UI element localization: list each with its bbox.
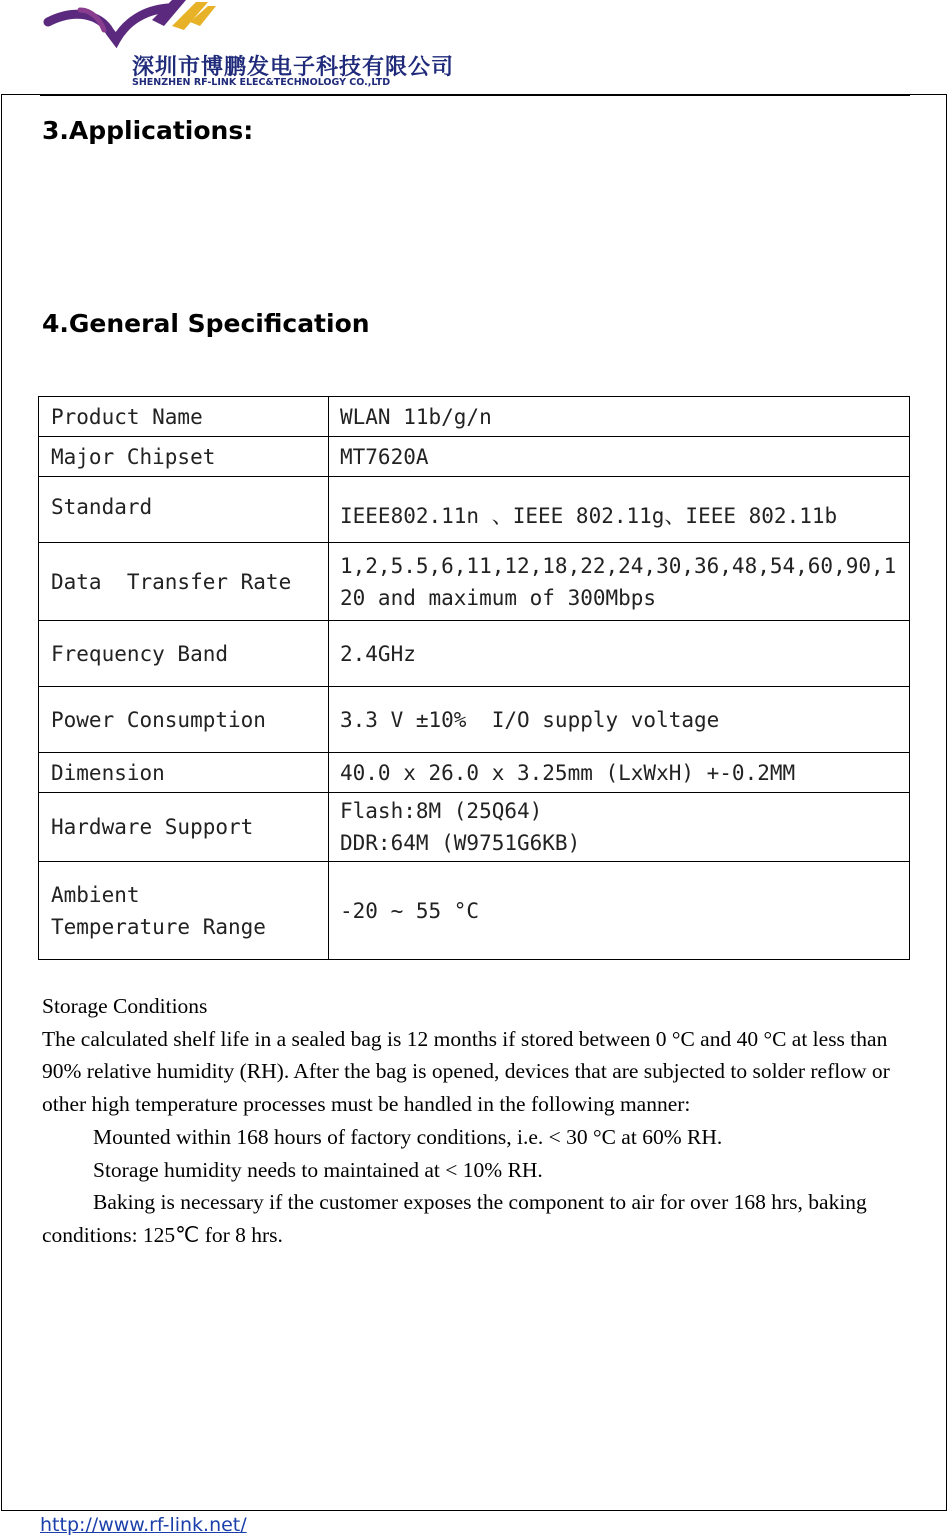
header-divider <box>40 94 910 96</box>
spec-value <box>329 793 910 862</box>
spec-label: Major Chipset <box>39 437 329 477</box>
spec-value: 2.4GHz <box>329 621 910 687</box>
spec-value-line: DDR:64M (W9751G6KB) <box>340 831 581 855</box>
spec-value: WLAN 11b/g/n <box>329 397 910 437</box>
table-row <box>39 753 910 793</box>
table-row <box>39 862 910 960</box>
spec-label: Product Name <box>39 397 329 437</box>
spec-label: Hardware Support <box>39 793 329 862</box>
spec-value-line: Flash:8M (25Q64) <box>340 799 543 823</box>
storage-title: Storage Conditions <box>42 994 208 1018</box>
spec-value: 40.0 x 26.0 x 3.25mm (LxWxH) +-0.2MM <box>329 753 910 793</box>
table-row <box>39 397 910 437</box>
storage-item: Mounted within 168 hours of factory conditions, i.e. < 30 °C at 60% RH. <box>93 1124 723 1149</box>
spec-value: IEEE802.11n 、IEEE 802.11g、IEEE 802.11b <box>329 477 910 543</box>
table-row <box>39 543 910 621</box>
spec-label: Frequency Band <box>39 621 329 687</box>
spec-label: Standard <box>39 477 329 543</box>
storage-item: Storage humidity needs to maintained at < 10% RH. <box>93 1157 543 1182</box>
general-spec-heading: 4.General Specification <box>42 309 370 338</box>
company-header <box>40 0 455 92</box>
table-row <box>39 687 910 753</box>
table-row <box>39 621 910 687</box>
company-logo <box>40 0 240 48</box>
applications-heading: 3.Applications: <box>42 116 254 145</box>
table-row <box>39 437 910 477</box>
table-row <box>39 793 910 862</box>
spec-label: Ambient Temperature Range <box>39 862 329 960</box>
spec-value: 3.3 V ±10% I/O supply voltage <box>329 687 910 753</box>
website-link[interactable]: http://www.rf-link.net/ <box>40 1514 247 1536</box>
spec-value: MT7620A <box>329 437 910 477</box>
storage-item: Baking is necessary if the customer exposes the component to air for over 168 hrs, baking conditions: 125℃ for 8 hrs. <box>42 1190 867 1247</box>
spec-label: Power Consumption <box>39 687 329 753</box>
storage-paragraph: The calculated shelf life in a sealed bag is 12 months if stored between 0 °C and 40 °C at less than 90% relative humidity (RH). After the bag is opened, devices that are subjected to solder reflow or other high temperature processes must be handled in the following manner: <box>42 1026 890 1117</box>
spec-value: 1,2,5.5,6,11,12,18,22,24,30,36,48,54,60,90,120 and maximum of 300Mbps <box>329 543 910 621</box>
spec-value: -20 ~ 55 °C <box>329 862 910 960</box>
company-name-cn: 深圳市博鹏发电子科技有限公司 <box>132 55 455 80</box>
spec-label: Dimension <box>39 753 329 793</box>
table-row <box>39 477 910 543</box>
spec-label: Data Transfer Rate <box>39 543 329 621</box>
company-name-en: SHENZHEN RF-LINK ELEC&TECHNOLOGY CO.,LTD <box>132 77 391 88</box>
storage-conditions <box>42 990 902 1252</box>
spec-table <box>38 396 910 960</box>
